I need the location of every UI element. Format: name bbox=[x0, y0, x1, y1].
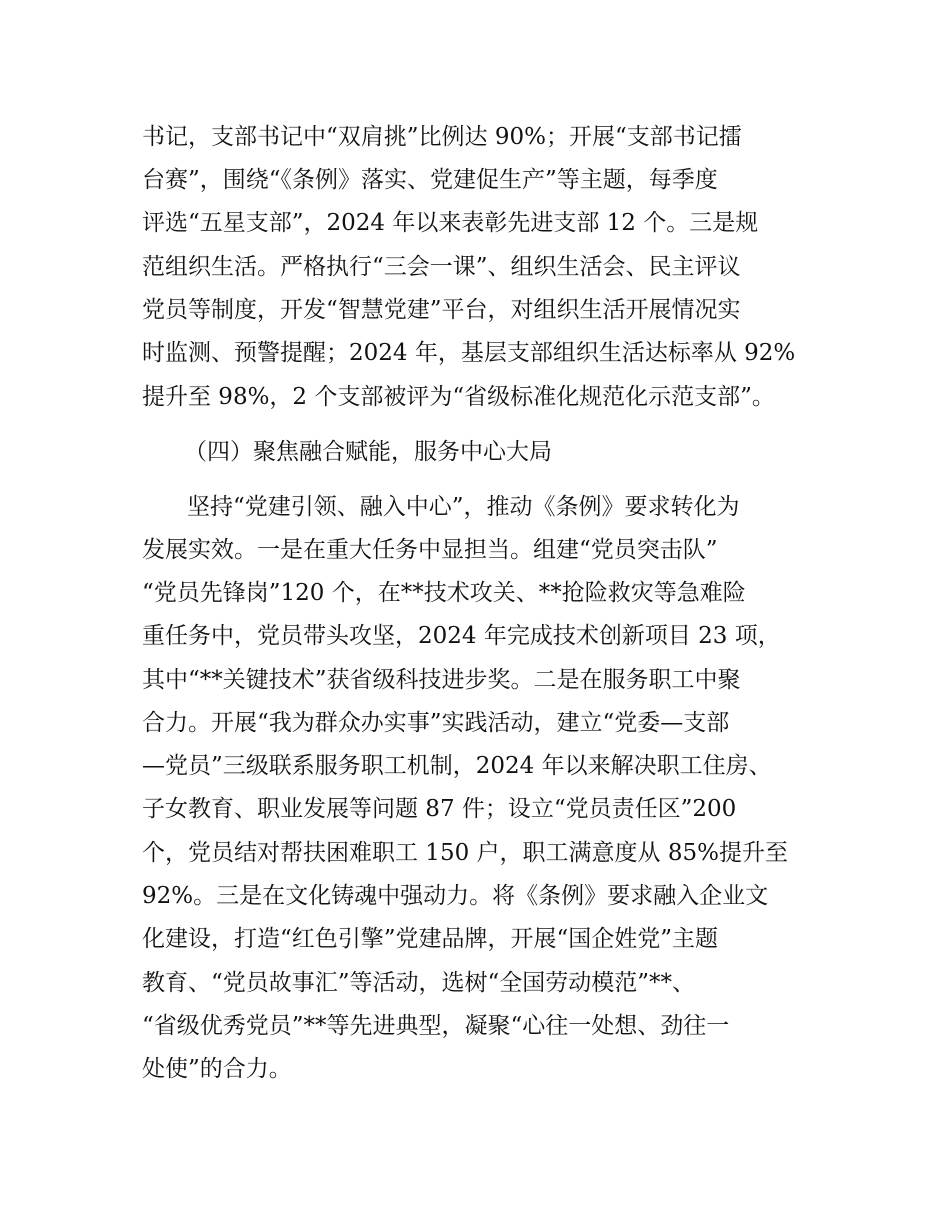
paragraph-line: 书记，支部书记中“双肩挑”比例达 90%；开展“支部书记擂 bbox=[142, 124, 742, 150]
paragraph-line: 教育、“党员故事汇”等活动，选树“全国劳动模范”**、 bbox=[142, 970, 696, 996]
paragraph-line: “省级优秀党员”**等先进典型，凝聚“心往一处想、劲往一 bbox=[142, 1013, 730, 1039]
paragraph-line: 处使”的合力。 bbox=[142, 1056, 292, 1082]
paragraph-line: 提升至 98%，2 个支部被评为“省级标准化规范化示范支部”。 bbox=[142, 384, 775, 410]
paragraph-line: 党员等制度，开发“智慧党建”平台，对组织生活开展情况实 bbox=[142, 297, 741, 323]
paragraph-line: 个，党员结对帮扶困难职工 150 户，职工满意度从 85%提升至 bbox=[142, 840, 788, 866]
section-heading: （四）聚焦融合赋能，服务中心大局 bbox=[184, 439, 552, 465]
paragraph-line: 时监测、预警提醒；2024 年，基层支部组织生活达标率从 92% bbox=[142, 340, 796, 366]
paragraph-line: —党员”三级联系服务职工机制，2024 年以来解决职工住房、 bbox=[142, 753, 772, 779]
paragraph-line: 其中“**关键技术”获省级科技进步奖。二是在服务职工中聚 bbox=[142, 667, 741, 693]
paragraph-line: 坚持“党建引领、融入中心”，推动《条例》要求转化为 bbox=[187, 494, 740, 520]
paragraph-line: 发展实效。一是在重大任务中显担当。组建“党员突击队” bbox=[142, 537, 718, 563]
paragraph-line: 重任务中，党员带头攻坚，2024 年完成技术创新项目 23 项， bbox=[142, 623, 781, 649]
paragraph-line: 化建设，打造“红色引擎”党建品牌，开展“国企姓党”主题 bbox=[142, 926, 719, 952]
paragraph-line: 92%。三是在文化铸魂中强动力。将《条例》要求融入企业文 bbox=[142, 883, 769, 909]
paragraph-line: 范组织生活。严格执行“三会一课”、组织生活会、民主评议 bbox=[142, 254, 741, 280]
paragraph-line: 子女教育、职业发展等问题 87 件；设立“党员责任区”200 bbox=[142, 796, 737, 822]
paragraph-line: 台赛”，围绕“《条例》落实、党建促生产”等主题，每季度 bbox=[142, 167, 718, 193]
paragraph-line: 合力。开展“我为群众办实事”实践活动，建立“党委—支部 bbox=[142, 710, 730, 736]
paragraph-line: “党员先锋岗”120 个，在**技术攻关、**抢险救灾等急难险 bbox=[142, 580, 746, 606]
paragraph-line: 评选“五星支部”，2024 年以来表彰先进支部 12 个。三是规 bbox=[142, 210, 759, 236]
